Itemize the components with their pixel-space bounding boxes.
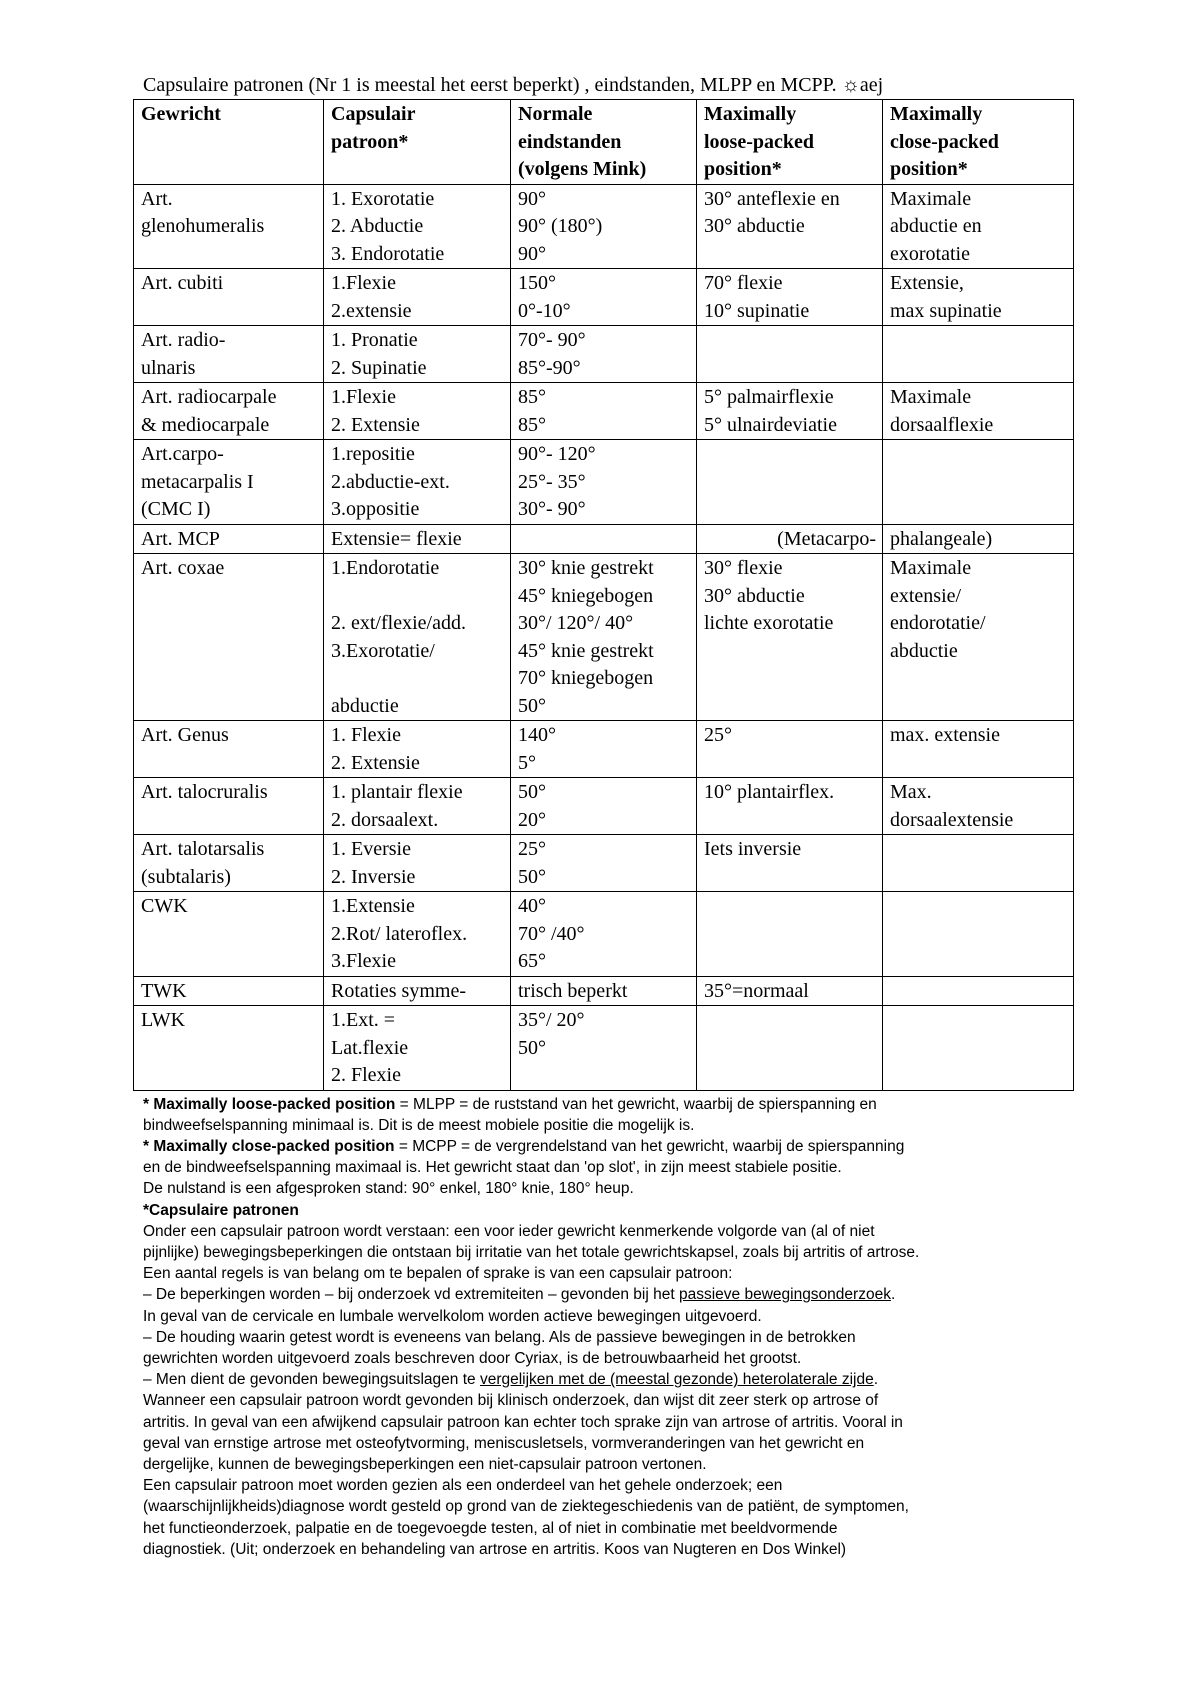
table-row: [134, 184, 1074, 269]
column-header-text: Normale: [518, 103, 593, 125]
cell-line: Art. cubiti: [141, 272, 224, 294]
cell-line: 35°=normaal: [704, 979, 809, 1002]
cell-line: 5°: [518, 751, 536, 774]
cell-line: 50°: [518, 865, 546, 888]
joint-cell: [134, 721, 324, 778]
joint-cell: [134, 269, 324, 326]
cell-line: abductie: [331, 694, 399, 717]
normal-range-cell: [511, 269, 697, 326]
joint-cell: [134, 976, 324, 1006]
normal-range-cell: [511, 383, 697, 440]
cell-line: 2.abductie-ext.: [331, 470, 450, 493]
capsular-pattern-cell: [324, 835, 511, 892]
cell-line: 2. dorsaalext.: [331, 808, 439, 831]
cell-line: 30°- 90°: [518, 498, 586, 520]
mcpp-cell: [883, 554, 1074, 721]
cell-line: 140°: [518, 724, 556, 746]
cell-line: 10° supinatie: [704, 299, 810, 322]
cell-line: 30°/ 120°/ 40°: [518, 612, 634, 634]
cell-line: 70°- 90°: [518, 329, 586, 351]
mlpp-cell: [697, 440, 883, 525]
cell-line: 1.Flexie: [331, 272, 396, 294]
cell-line: 65°: [518, 950, 546, 972]
cell-line: LWK: [141, 1009, 186, 1031]
capsular-pattern-cell: [324, 383, 511, 440]
mcpp-cell: [883, 1006, 1074, 1091]
joint-cell: [134, 1006, 324, 1091]
table-row: [134, 778, 1074, 835]
cell-line: 35°/ 20°: [518, 1009, 585, 1031]
capsular-pattern-cell: [324, 269, 511, 326]
capsular-pattern-cell: [324, 721, 511, 778]
cell-line: Art. talotarsalis: [141, 838, 265, 860]
mlpp-cell: [697, 976, 883, 1006]
cell-line: 1. plantair flexie: [331, 781, 463, 803]
cell-line: 30° flexie: [704, 557, 783, 579]
capsular-patterns-table: [133, 99, 1074, 1091]
cell-line: glenohumeralis: [141, 215, 265, 237]
column-header-text: position*: [890, 158, 968, 180]
column-header-text: Maximally: [890, 103, 983, 125]
mlpp-cell: [697, 269, 883, 326]
mcpp-cell: [883, 269, 1074, 326]
cell-line: metacarpalis I: [141, 470, 254, 493]
cell-line: trisch beperkt: [518, 979, 628, 1002]
mlpp-cell: [697, 778, 883, 835]
cell-line: dorsaalextensie: [890, 808, 1014, 831]
note-mcpp-cont: en de bindweefselspanning maximaal is. Het gewricht staat dan 'op slot', in zijn meest stabiele positie.: [143, 1159, 842, 1177]
cell-line: Art. radiocarpale: [141, 386, 277, 408]
mcpp-cell: [883, 892, 1074, 977]
cell-line: Rotaties symme-: [331, 979, 466, 1002]
cell-line: 50°: [518, 1036, 546, 1059]
table-row: [134, 554, 1074, 721]
mlpp-cell: [697, 835, 883, 892]
cell-line: 1.Ext. =: [331, 1009, 396, 1031]
cell-line: 3. Endorotatie: [331, 242, 445, 265]
cell-line: 2. Supinatie: [331, 356, 427, 379]
cell-line: 85°: [518, 413, 546, 436]
cell-line: 10° plantairflex.: [704, 781, 835, 803]
table-header-row: [134, 100, 1074, 185]
mcpp-cell: [883, 326, 1074, 383]
cell-line: phalangeale): [890, 527, 993, 550]
cell-line: (subtalaris): [141, 865, 231, 888]
normal-range-cell: [511, 524, 697, 554]
normal-range-cell: [511, 184, 697, 269]
normal-range-cell: [511, 835, 697, 892]
cell-line: exorotatie: [890, 242, 970, 265]
cell-line: Maximale: [890, 557, 972, 579]
mcpp-cell: [883, 778, 1074, 835]
mcpp-cell: [883, 524, 1074, 554]
cell-line: Extensie= flexie: [331, 527, 462, 550]
note-line: geval van ernstige artrose met osteofytvorming, meniscusletsels, vormveranderingen van het gewricht en: [143, 1434, 865, 1452]
cell-line: Maximale: [890, 187, 972, 210]
mlpp-cell: [697, 326, 883, 383]
footnotes: [143, 1094, 1073, 1560]
capsular-pattern-cell: [324, 778, 511, 835]
mlpp-cell: [697, 184, 883, 269]
mcpp-cell: [883, 976, 1074, 1006]
cell-line: Art. MCP: [141, 527, 220, 550]
note-mlpp-cont: bindweefselspanning minimaal is. Dit is de meest mobiele positie die mogelijk is.: [143, 1116, 695, 1134]
capsular-pattern-cell: [324, 440, 511, 525]
cell-line: abductie en: [890, 215, 982, 237]
capsular-pattern-cell: [324, 892, 511, 977]
normal-range-cell: [511, 778, 697, 835]
cell-line: 30° abductie: [704, 584, 805, 607]
cell-line: & mediocarpale: [141, 413, 270, 436]
cell-line: ulnaris: [141, 356, 196, 379]
cell-line: 2. Flexie: [331, 1064, 401, 1086]
cell-line: Max.: [890, 781, 932, 803]
normal-range-cell: [511, 721, 697, 778]
column-header: [697, 100, 883, 185]
note-nulstand: De nulstand is een afgesproken stand: 90° enkel, 180° knie, 180° heup.: [143, 1180, 634, 1198]
cell-line: Extensie,: [890, 272, 964, 294]
mlpp-cell: [697, 383, 883, 440]
document-title: Capsulaire patronen (Nr 1 is meestal het eerst beperkt) , eindstanden, MLPP en MCPP. ☼aej: [143, 74, 884, 96]
cell-line: 50°: [518, 781, 546, 803]
column-header: [134, 100, 324, 185]
cell-line: 150°: [518, 272, 556, 294]
cell-line: Lat.flexie: [331, 1036, 409, 1059]
cell-line: 0°-10°: [518, 299, 571, 322]
note-line: artritis. In geval van een afwijkend capsulair patroon kan echter toch sprake zijn van artrose of artritis. Vooral in: [143, 1413, 903, 1431]
cell-line: 1.Endorotatie: [331, 557, 440, 579]
table-row: [134, 835, 1074, 892]
note-text: .: [890, 1286, 896, 1304]
cell-line: 5° palmairflexie: [704, 386, 834, 408]
cell-line: 3.oppositie: [331, 498, 420, 520]
mlpp-cell: [697, 554, 883, 721]
cell-line: 1.Extensie: [331, 895, 415, 917]
normal-range-cell: [511, 440, 697, 525]
normal-range-cell: [511, 326, 697, 383]
joint-cell: [134, 440, 324, 525]
cell-line: Art. Genus: [141, 724, 229, 746]
cell-line: extensie/: [890, 584, 962, 607]
note-line: pijnlijke) bewegingsbeperkingen die ontstaan bij irritatie van het totale gewrichtskapsel, zoals bij artritis of artrose.: [143, 1243, 920, 1261]
column-header: [883, 100, 1074, 185]
cell-line: max supinatie: [890, 299, 1002, 322]
cell-line: Art. coxae: [141, 557, 225, 579]
column-header: [511, 100, 697, 185]
cell-line: 30° anteflexie en: [704, 187, 840, 210]
note-line: diagnostiek. (Uit; onderzoek en behandeling van artrose en artritis. Koos van Nugteren en Dos Winkel): [143, 1540, 847, 1558]
joint-cell: [134, 554, 324, 721]
cell-line: max. extensie: [890, 724, 1000, 746]
note-line: dergelijke, kunnen de bewegingsbeperkingen een niet-capsulair patroon vertonen.: [143, 1455, 707, 1473]
note-underlined: passieve bewegingsonderzoek: [678, 1286, 891, 1304]
cell-line: 1. Flexie: [331, 724, 401, 746]
mlpp-cell: [697, 892, 883, 977]
note-line: Een aantal regels is van belang om te bepalen of sprake is van een capsulair patroon:: [143, 1265, 733, 1283]
cell-line: 90° (180°): [518, 215, 603, 237]
normal-range-cell: [511, 892, 697, 977]
cell-line: Iets inversie: [704, 838, 802, 860]
cell-line: 90°: [518, 187, 546, 210]
note-line: gewrichten worden uitgevoerd zoals beschreven door Cyriax, is de betrouwbaarheid het grootst.: [143, 1349, 802, 1367]
cell-line: TWK: [141, 979, 187, 1002]
cell-line: 1. Pronatie: [331, 329, 418, 351]
capsular-pattern-cell: [324, 524, 511, 554]
joint-cell: [134, 892, 324, 977]
mcpp-cell: [883, 721, 1074, 778]
note-text: .: [873, 1371, 879, 1389]
cell-line: 25°- 35°: [518, 470, 586, 493]
cell-line: Art. radio-: [141, 329, 226, 351]
note-line: Wanneer een capsulair patroon wordt gevonden bij klinisch onderzoek, dan wijst dit zeer sterk op artrose of: [143, 1392, 879, 1410]
table-body: [134, 184, 1074, 1090]
cell-line: Art.carpo-: [141, 443, 224, 465]
column-header-text: (volgens Mink): [518, 158, 647, 180]
note-line: Onder een capsulair patroon wordt verstaan: een voor ieder gewricht kenmerkende volgorde van (al of niet: [143, 1222, 875, 1240]
mcpp-cell: [883, 440, 1074, 525]
capsular-pattern-cell: [324, 1006, 511, 1091]
table-row: [134, 326, 1074, 383]
column-header-text: Maximally: [704, 103, 797, 125]
cell-line: endorotatie/: [890, 612, 986, 634]
cell-line: dorsaalflexie: [890, 413, 994, 436]
mlpp-cell: [697, 721, 883, 778]
cell-line: (Metacarpo-: [777, 527, 876, 550]
cell-line: lichte exorotatie: [704, 612, 834, 634]
cell-line: CWK: [141, 895, 188, 917]
cell-line: 50°: [518, 694, 546, 717]
note-text: – De beperkingen worden – bij onderzoek vd extremiteiten – gevonden bij het: [143, 1286, 679, 1304]
cell-line: (CMC I): [141, 498, 211, 520]
capsular-pattern-cell: [324, 976, 511, 1006]
table-row: [134, 440, 1074, 525]
cell-line: 2. Extensie: [331, 751, 420, 774]
table-row: [134, 269, 1074, 326]
note-mlpp-text: = MLPP = de ruststand van het gewricht, waarbij de spierspanning en: [395, 1095, 877, 1113]
note-text: – Men dient de gevonden bewegingsuitslagen te: [143, 1371, 480, 1389]
column-header-text: patroon*: [331, 130, 409, 153]
normal-range-cell: [511, 1006, 697, 1091]
normal-range-cell: [511, 554, 697, 721]
cell-line: 25°: [704, 724, 732, 746]
joint-cell: [134, 184, 324, 269]
cell-line: 85°: [518, 386, 546, 408]
column-header-text: loose-packed: [704, 130, 814, 153]
cell-line: 40°: [518, 895, 546, 917]
cell-line: 2. ext/flexie/add.: [331, 612, 466, 634]
column-header-text: eindstanden: [518, 130, 622, 153]
normal-range-cell: [511, 976, 697, 1006]
cell-line: abductie: [890, 639, 958, 662]
note-underlined: vergelijken met de (meestal gezonde) heterolaterale zijde: [479, 1371, 874, 1389]
cell-line: [331, 665, 504, 693]
cell-line: 30° abductie: [704, 215, 805, 237]
cell-line: [331, 583, 504, 611]
joint-cell: [134, 835, 324, 892]
note-mcpp: [143, 1136, 1073, 1157]
cell-line: 2. Abductie: [331, 215, 424, 237]
cell-line: 85°-90°: [518, 356, 581, 379]
note-line: (waarschijnlijkheids)diagnose wordt gesteld op grond van de ziektegeschiedenis van de patiënt, de symptomen,: [143, 1498, 909, 1516]
note-rule-compare: [143, 1369, 1073, 1390]
table-row: [134, 383, 1074, 440]
cell-line: 70° /40°: [518, 922, 585, 945]
cell-line: 3.Flexie: [331, 950, 396, 972]
cell-line: 2.extensie: [331, 299, 412, 322]
cell-line: 2. Inversie: [331, 865, 416, 888]
cell-line: 45° kniegebogen: [518, 584, 654, 607]
cell-line: 45° knie gestrekt: [518, 639, 654, 662]
column-header-text: position*: [704, 158, 782, 180]
column-header: [324, 100, 511, 185]
table-row: [134, 892, 1074, 977]
document-page: [133, 73, 1073, 1560]
note-line: het functieonderzoek, palpatie en de toegevoegde testen, al of niet in combinatie met beeldvormende: [143, 1519, 838, 1537]
note-mlpp: [143, 1094, 1073, 1115]
note-capsular-heading: *Capsulaire patronen: [143, 1201, 299, 1219]
column-header-text: Gewricht: [141, 103, 221, 125]
capsular-pattern-cell: [324, 554, 511, 721]
note-line: Een capsulair patroon moet worden gezien als een onderdeel van het gehele onderzoek; een: [143, 1477, 783, 1495]
column-header-text: close-packed: [890, 130, 999, 153]
table-row: [134, 524, 1074, 554]
cell-line: 70° kniegebogen: [518, 667, 654, 689]
cell-line: Art.: [141, 187, 173, 210]
note-mcpp-text: = MCPP = de vergrendelstand van het gewricht, waarbij de spierspanning: [394, 1137, 905, 1155]
cell-line: 1.Flexie: [331, 386, 396, 408]
cell-line: 1. Exorotatie: [331, 187, 435, 210]
note-mcpp-term: * Maximally close-packed position: [143, 1137, 395, 1155]
column-header-text: Capsulair: [331, 103, 416, 125]
cell-line: 30° knie gestrekt: [518, 557, 654, 579]
mcpp-cell: [883, 383, 1074, 440]
capsular-pattern-cell: [324, 184, 511, 269]
note-line: – De houding waarin getest wordt is eveneens van belang. Als de passieve bewegingen in de betrokken: [143, 1328, 856, 1346]
cell-line: 25°: [518, 838, 546, 860]
note-rule-passive: [143, 1284, 1073, 1305]
joint-cell: [134, 326, 324, 383]
cell-line: 90°: [518, 242, 546, 265]
table-row: [134, 1006, 1074, 1091]
cell-line: 5° ulnairdeviatie: [704, 413, 837, 436]
mcpp-cell: [883, 835, 1074, 892]
cell-line: 70° flexie: [704, 272, 783, 294]
cell-line: Art. talocruralis: [141, 781, 268, 803]
cell-line: 1.repositie: [331, 443, 415, 465]
table-row: [134, 976, 1074, 1006]
mlpp-cell: [697, 1006, 883, 1091]
cell-line: Maximale: [890, 386, 972, 408]
cell-line: 20°: [518, 808, 546, 831]
cell-line: 1. Eversie: [331, 838, 411, 860]
cell-line: 3.Exorotatie/: [331, 639, 435, 662]
cell-line: 2.Rot/ lateroflex.: [331, 922, 468, 945]
cell-line: 90°- 120°: [518, 443, 596, 465]
joint-cell: [134, 778, 324, 835]
capsular-pattern-cell: [324, 326, 511, 383]
mlpp-cell: [697, 524, 883, 554]
note-line: In geval van de cervicale en lumbale wervelkolom worden actieve bewegingen uitgevoerd.: [143, 1307, 762, 1325]
cell-line: 2. Extensie: [331, 413, 420, 436]
joint-cell: [134, 383, 324, 440]
table-row: [134, 721, 1074, 778]
mcpp-cell: [883, 184, 1074, 269]
joint-cell: [134, 524, 324, 554]
note-mlpp-term: * Maximally loose-packed position: [143, 1095, 396, 1113]
